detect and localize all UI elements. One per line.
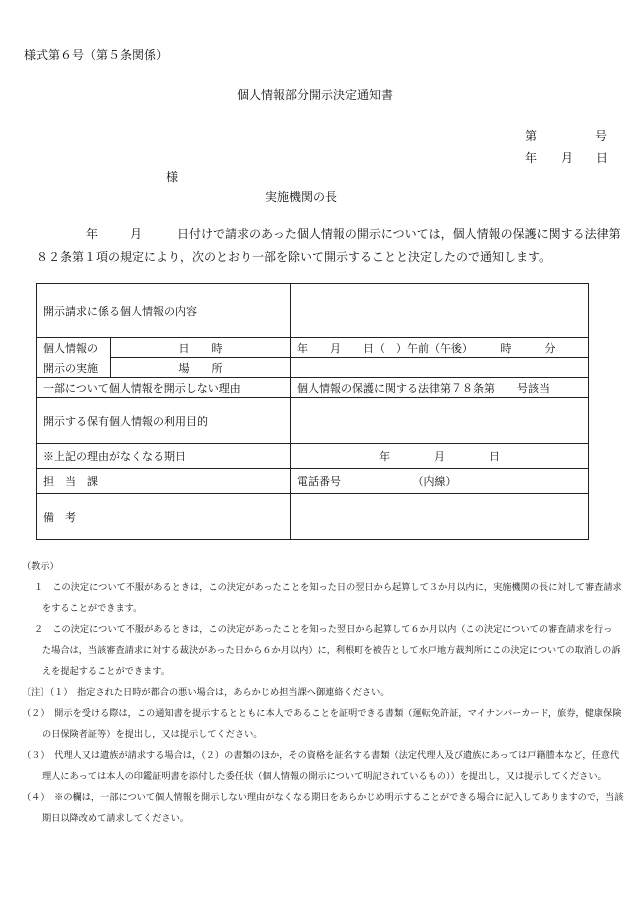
caution-2-line-2: の日保険者証等）を提出し，又は提示してください。 [42,729,263,740]
content-value-cell[interactable] [291,284,589,338]
body-month-label: 月 [130,227,143,241]
implementation-label-line-1: 個人情報の [43,341,98,355]
instruction-1-line-1: １ この決定について不服があるときは，この決定があったことを知った日の翌日から起算して３か月以内に，実施機関の長に対して審査請求 [34,582,622,593]
table-row [37,494,589,540]
table-row [37,444,589,469]
caution-3-line-2: 理人にあっては本人の印鑑証明書を添付した委任状（個人情報の開示について明記されているもの））を提出し，又は提示してください。 [42,771,607,782]
table-row [37,469,589,494]
place-value-cell[interactable] [291,358,589,378]
instruction-2-line-3: えを提起することができます。 [42,666,170,677]
date-day-label: 日 [596,151,609,165]
body-text-line-2: ８２条第１項の規定により，次のとおり一部を除いて開示することと決定したので通知します。 [36,250,552,264]
document-number-prefix: 第 [525,129,538,143]
instruction-1-line-2: をすることができます。 [42,603,143,614]
instruction-2-line-1: ２ この決定について不服があるときは，この決定があったことを知った翌日から起算して６か月以内（この決定についての審査請求を行っ [34,624,613,635]
reason-label: 一部について個人情報を開示しない理由 [37,378,291,398]
period-label: ※上記の理由がなくなる期日 [37,444,291,469]
purpose-label: 開示する保有個人情報の利用目的 [37,398,291,444]
datetime-value[interactable]: 年 月 日（ ）午前（午後） 時 分 [291,338,589,358]
implementation-label-cell [37,338,111,378]
caution-4-line-2: 期日以降改めて請求してください。 [42,813,189,824]
table-row [37,398,589,444]
addressee-suffix: 様 [166,170,179,184]
content-label: 開示請求に係る個人情報の内容 [37,284,291,338]
remarks-label: 備 考 [37,494,291,540]
caution-2-line-1: （２） 開示を受ける際は，この通知書を提示するとともに本人であることを証明できる書類（運転免許証，マイナンバーカード，旅券，健康保険 [22,708,622,719]
caution-4-line-1: （４） ※の欄は，一部について個人情報を開示しない理由がなくなる期日をあらかじめ明示することができる場合に記入してありますので，当該 [22,792,624,803]
document-title: 個人情報部分開示決定通知書 [236,88,393,102]
instructions-heading: （教示） [22,561,59,572]
caution-3-line-1: （３） 代理人又は遺族が請求する場合は，（２）の書類のほか，その資格を証名する書類（法定代理人及び遺族にあっては戸籍謄本など，任意代 [22,750,620,761]
phone-label[interactable]: 電話番号 （内線） [291,469,589,494]
table-row [37,378,589,398]
period-value[interactable]: 年 月 日 [291,444,589,469]
body-text-line-1: 日付けで請求のあった個人情報の開示については，個人情報の保護に関する法律第 [177,227,621,241]
purpose-value-cell[interactable] [291,398,589,444]
date-month-label: 月 [561,151,574,165]
implementation-label-line-2: 開示の実施 [43,361,98,375]
body-year-label: 年 [86,227,99,241]
instruction-2-line-2: た場合は，当該審査請求に対する裁決があった日から６か月以内）に，利根町を被告として水戸地方裁判所にこの決定についての取消しの訴 [42,645,621,656]
sender-label: 実施機関の長 [265,190,338,204]
remarks-value-cell[interactable] [291,494,589,540]
table-row [37,338,589,358]
table-row [37,284,589,338]
date-year-label: 年 [525,151,538,165]
instructions-section [22,556,624,829]
table-row [37,358,589,378]
section-label: 担 当 課 [37,469,291,494]
place-label: 場 所 [111,358,291,378]
form-number: 様式第６号（第５条関係） [24,48,169,62]
disclosure-form-table [36,283,589,540]
caution-1: 〔注〕（１） 指定された日時が都合の悪い場合は，あらかじめ担当課へ御連絡ください。 [22,687,390,698]
datetime-label: 日 時 [111,338,291,358]
reason-value[interactable]: 個人情報の保護に関する法律第７８条第 号該当 [291,378,589,398]
document-number-suffix: 号 [595,129,608,143]
